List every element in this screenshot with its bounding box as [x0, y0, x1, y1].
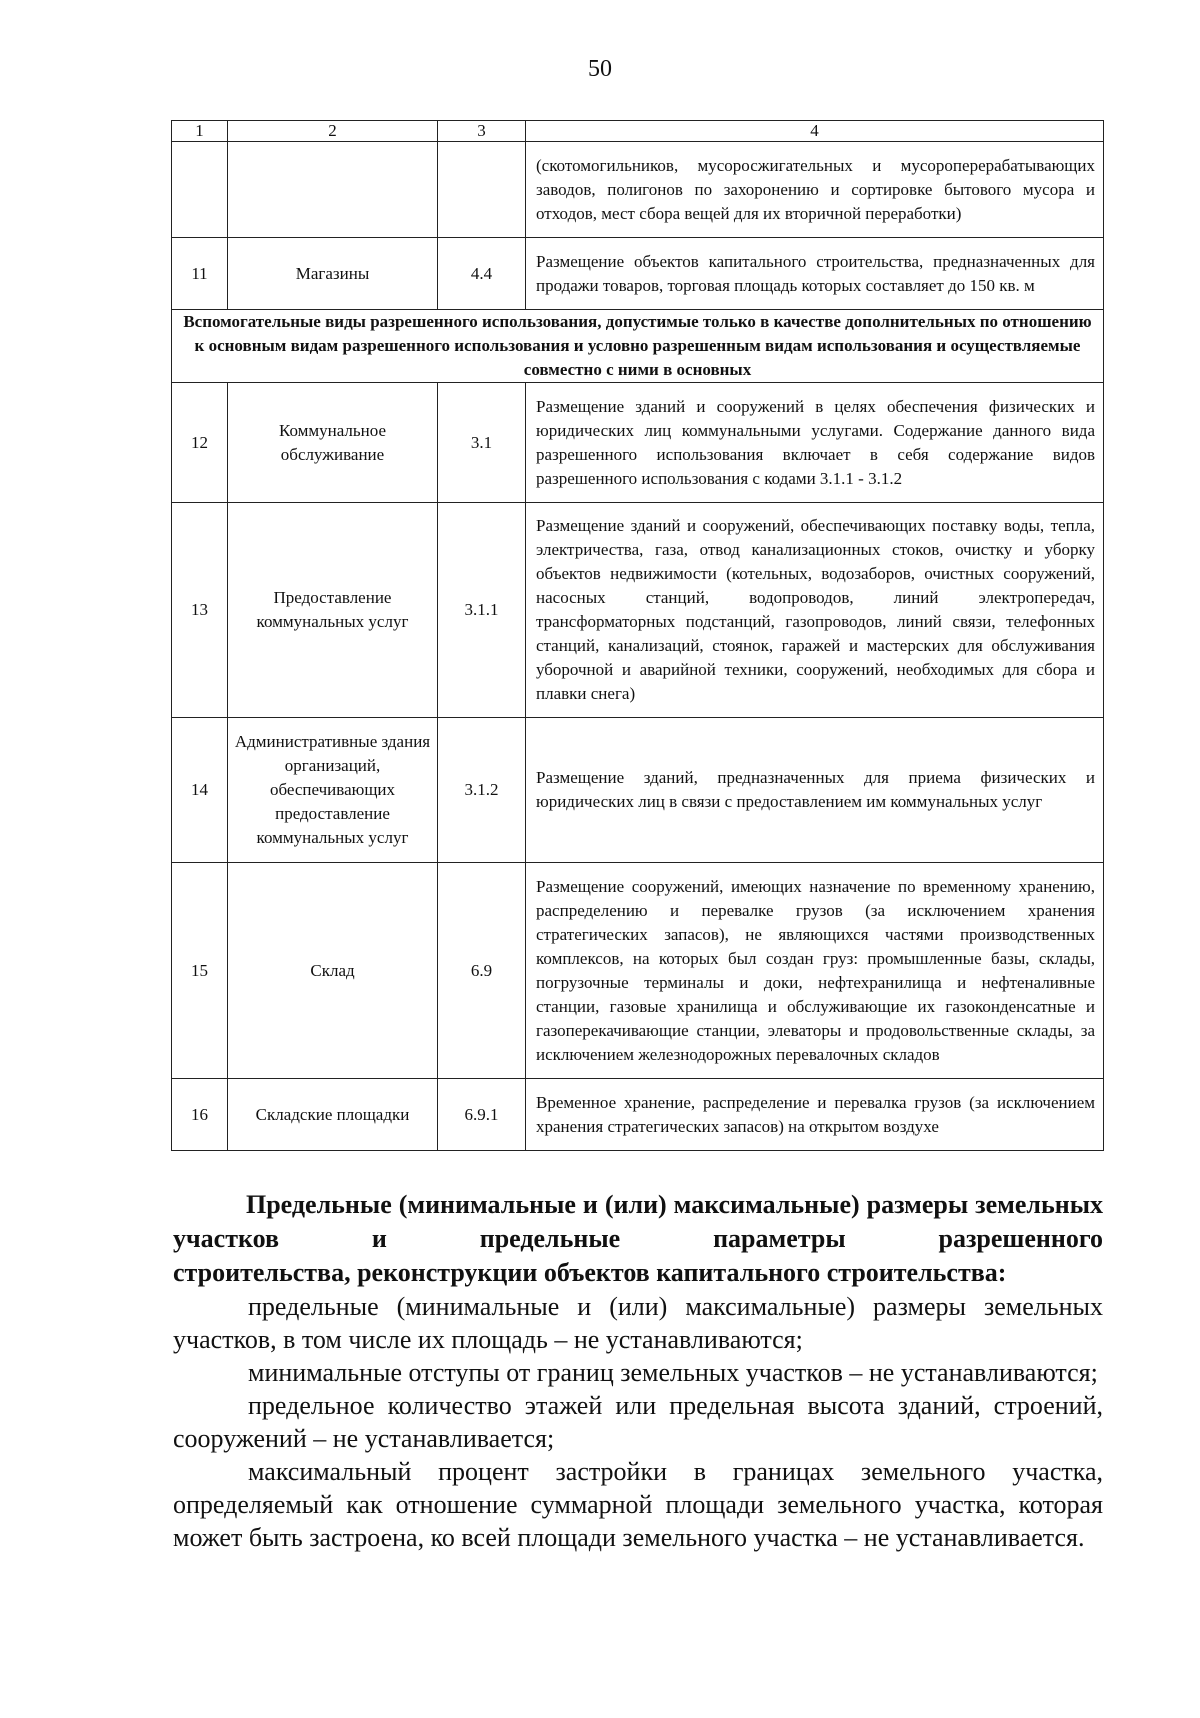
row-description: Временное хранение, распределение и перевалка грузов (за исключением хранения стратегических запасов) на открытом воздухе: [526, 1079, 1104, 1151]
row-name: [228, 142, 438, 238]
row-code: 3.1.2: [438, 718, 526, 863]
row-code: 3.1.1: [438, 503, 526, 718]
row-number: 11: [172, 238, 228, 310]
row-name: Предоставление коммунальных услуг: [228, 503, 438, 718]
row-number: 14: [172, 718, 228, 863]
row-description: Размещение зданий и сооружений в целях обеспечения физических и юридических лиц коммунальными услугами. Содержание данного вида разрешенного использования включает в себя содержание видов разрешенного использования с кодами 3.1.1 - 3.1.2: [526, 383, 1104, 503]
row-description: Размещение объектов капитального строительства, предназначенных для продажи товаров, торговая площадь которых составляет до 150 кв. м: [526, 238, 1104, 310]
row-name: Складские площадки: [228, 1079, 438, 1151]
column-header: 1: [172, 121, 228, 142]
table-header-row: [172, 121, 1104, 142]
table-row: [172, 503, 1104, 718]
parameter-paragraph: предельные (минимальные и (или) максимальные) размеры земельных участков, в том числе их площадь – не устанавливаются;: [173, 1292, 1103, 1354]
row-name: Коммунальное обслуживание: [228, 383, 438, 503]
heading-main: Предельные (минимальные и (или) максимальные) размеры земельных участков и предельные параметры разрешенного: [173, 1190, 1103, 1253]
row-description: Размещение зданий и сооружений, обеспечивающих поставку воды, тепла, электричества, газа, отвод канализационных стоков, очистку и уборку объектов недвижимости (котельных, водозаборов, очистных сооружений, насосных станций, водопроводов, линий электропередач, трансформаторных подстанций, газопроводов, линий связи, телефонных станций, канализаций, стоянок, гаражей и мастерских для обслуживания уборочной и аварийной техники, сооружений, необходимых для сбора и плавки снега): [526, 503, 1104, 718]
parameters-heading: [173, 1188, 1103, 1290]
row-name: Административные здания организаций, обеспечивающих предоставление коммунальных услуг: [228, 718, 438, 863]
column-header: 3: [438, 121, 526, 142]
land-use-table: [171, 120, 1104, 1151]
section-title-row: [172, 310, 1104, 383]
table-row: [172, 718, 1104, 863]
row-number: 16: [172, 1079, 228, 1151]
row-description: Размещение сооружений, имеющих назначение по временному хранению, распределению и перевалке грузов (за исключением хранения стратегических запасов), не являющихся частями производственных комплексов, на которых был создан груз: промышленные базы, склады, погрузочные терминалы и доки, нефтехранилища и нефтеналивные станции, газовые хранилища и обслуживающие их газоконденсатные и газоперекачивающие станции, элеваторы и продовольственные склады, за исключением железнодорожных перевалочных складов: [526, 863, 1104, 1079]
page-number: 50: [588, 56, 612, 82]
row-code: 6.9.1: [438, 1079, 526, 1151]
table-row: [172, 863, 1104, 1079]
parameters-section: [173, 1188, 1103, 1554]
parameter-paragraph: предельное количество этажей или предельная высота зданий, строений, сооружений – не устанавливается;: [173, 1391, 1103, 1453]
row-number: [172, 142, 228, 238]
row-number: 12: [172, 383, 228, 503]
table-row: [172, 383, 1104, 503]
row-code: 3.1: [438, 383, 526, 503]
row-number: 15: [172, 863, 228, 1079]
row-number: 13: [172, 503, 228, 718]
table-row: [172, 1079, 1104, 1151]
column-header: 4: [526, 121, 1104, 142]
row-name: Магазины: [228, 238, 438, 310]
column-header: 2: [228, 121, 438, 142]
parameter-paragraph: минимальные отступы от границ земельных участков – не устанавливаются;: [248, 1358, 1098, 1387]
row-code: 6.9: [438, 863, 526, 1079]
heading-last-line: строительства, реконструкции объектов капитального строительства:: [173, 1258, 1007, 1287]
table-row: [172, 142, 1104, 238]
row-code: 4.4: [438, 238, 526, 310]
table-row: [172, 238, 1104, 310]
row-description: Размещение зданий, предназначенных для приема физических и юридических лиц в связи с предоставлением им коммунальных услуг: [526, 718, 1104, 863]
parameter-paragraph: максимальный процент застройки в границах земельного участка, определяемый как отношение суммарной площади земельного участка, которая может быть застроена, ко всей площади земельного участка – не устанавливается.: [173, 1457, 1103, 1552]
row-code: [438, 142, 526, 238]
row-description: (скотомогильников, мусоросжигательных и мусороперерабатывающих заводов, полигонов по захоронению и сортировке бытового мусора и отходов, мест сбора вещей для их вторичной переработки): [526, 142, 1104, 238]
section-title: Вспомогательные виды разрешенного использования, допустимые только в качестве дополнительных по отношению к основным видам разрешенного использования и условно разрешенным видам использования и осуществляемые совместно с ними в основных: [172, 310, 1104, 383]
row-name: Склад: [228, 863, 438, 1079]
